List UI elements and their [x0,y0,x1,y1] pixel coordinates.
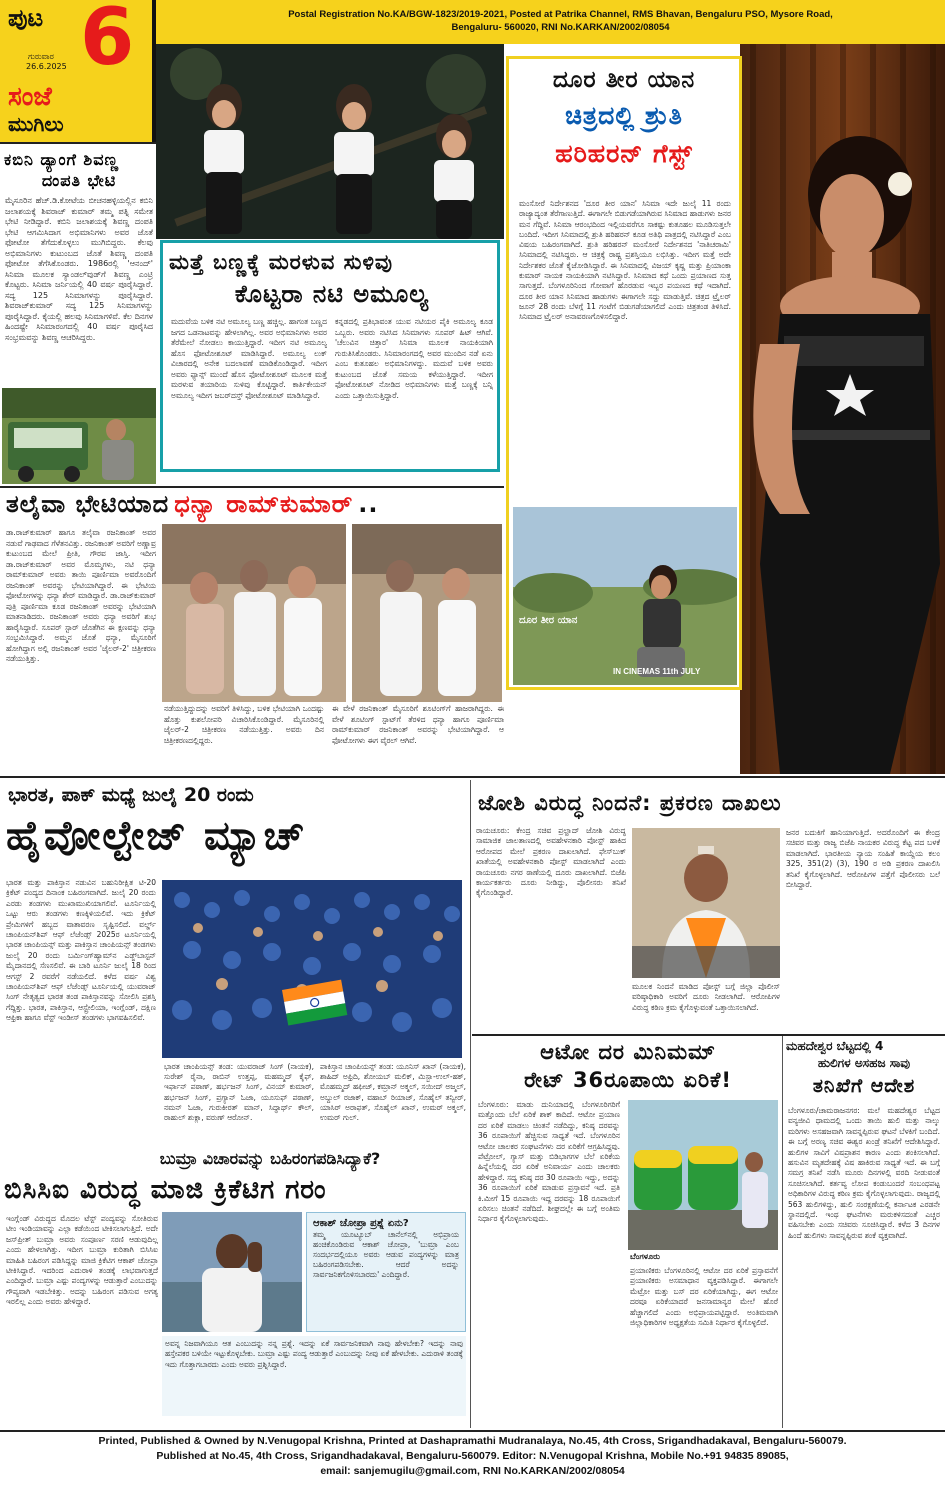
amulya-photo-strip [156,44,504,239]
lower-column-divider [470,780,471,1428]
amulya-col1: ಮದುವೆಯ ಬಳಿಕ ನಟಿ ಅಮೂಲ್ಯ ಬಣ್ಣ ಹಚ್ಚಿಲ್ಲ. ಹಾಗಂತ ಬಣ್ಣದ ಜಗದ ಒಡನಾಟವನ್ನು ಹೇಳಲಾಗಿಲ್ಲ. ಅವರ ಅಭಿಮಾನಿಗಳು ಅವರ ತೆರೆಮೇಲೆ ನೋಡಲು ಕಾಯುತ್ತಿದ್ದಾರೆ. ಇದೀಗ ನಟಿ ಅಮೂಲ್ಯ ಹೊಸ ಫೋಟೋಶೂಟ್ ಮಾಡಿಸಿದ್ದಾರೆ. ಅಮೂಲ್ಯ ಲುಕ್ ವಿಚಾರದಲ್ಲಿ ಅನೇಕ ಬದಲಾವಣೆ ಮಾಡಿಕೊಂಡಿದ್ದಾರೆ. ಇದೀಗ ಅವರು ಫ್ಯಾನ್ಸ್ ಮುಂದೆ ಹೊಸ ಫೋಟೋಶೂಟ್ ಮೂಲಕ ಮತ್ತೆ ಮರಳುವ ತಯಾರಿಯ ಸುಳಿವು ಕೊಟ್ಟಿದ್ದಾರೆ. ಕಾರ್ತಿಕೇಯನ್ ಅಮೂಲ್ಯ ಇದೀಗ ಜಬರ್‌ದಸ್ತ್ ಫೋಟೋಶೂಟ್ ಮಾಡಿಸಿದ್ದಾರೆ. [171,317,327,400]
shruthi-box [506,56,742,690]
bcci-kicker: ಬುಮ್ರಾ ವಿಚಾರವನ್ನು ಬಹಿರಂಗಪಡಿಸಿದ್ಯಾಕೆ? [159,1149,381,1168]
amulya-box [160,240,500,472]
bumrah-photo-illustration [162,1212,302,1332]
registration-line2: Bengaluru- 560020, RNI No.KARKAN/2002/08054 [451,22,670,33]
kabini-headline-line2: ದಂಪತಿ ಭೇಟಿ [41,171,117,190]
chopra-quote-title: ಆಕಾಶ್ ಚೋಪ್ರಾ ಪ್ರಶ್ನೆ ಏನು? [313,1218,409,1229]
auto-headline-line1: ಆಟೋ ದರ ಮಿನಿಮಮ್ [540,1040,716,1064]
auto-photo [628,1100,778,1250]
shruthi-headline-line3: ಹರಿಹರನ್ ಗೆಸ್ಟ್ [555,139,693,168]
paper-name-line1: ಸಂಜೆ [8,82,52,112]
cricket-col1: ಭಾರತ ಮತ್ತು ಪಾಕಿಸ್ತಾನ ನಡುವಿನ ಬಹುನಿರೀಕ್ಷಿತ ಟಿ-20 ಕ್ರಿಕೆಟ್ ಪಂದ್ಯದ ದಿನಾಂಕ ಬಹಿರಂಗವಾಗಿದೆ. ಜುಲೈ 20 ರಂದು ಎರಡು ತಂಡಗಳು ಮುಖಾಮುಖಿಯಾಗಲಿವೆ. ಟೂರ್ನಿಯಲ್ಲಿ ಒಟ್ಟು ಆರು ತಂಡಗಳು ಕಣಕ್ಕಿಳಿಯಲಿವೆ. ಇದು ಕ್ರಿಕೆಟ್ ಪ್ರೇಮಿಗಳಿಗೆ ಹಬ್ಬದ ವಾತಾವರಣ ಸೃಷ್ಟಿಸಲಿದೆ. ವರ್ಲ್ಡ್ ಚಾಂಪಿಯನ್‌ಶಿಪ್ ಆಫ್ ಲೆಜೆಂಡ್ಸ್ 2025ರ ಟೂರ್ನಿಯಲ್ಲಿ ಭಾರತ ಚಾಂಪಿಯನ್ಸ್ ಮತ್ತು ಪಾಕಿಸ್ತಾನ ಚಾಂಪಿಯನ್ಸ್ ತಂಡಗಳು ಜುಲೈ 20 ರಂದು ಬರ್ಮಿಂಗ್‌ಹ್ಯಾಮ್‌ನ ಎಡ್ಜ್‌ಬಾಸ್ಟನ್ ಮೈದಾನದಲ್ಲಿ ಸೆಣಸಲಿವೆ. ಈ ಬಾರಿ ಟೂರ್ನಿ ಜುಲೈ 18 ರಿಂದ ಆಗಸ್ಟ್ 2 ರವರೆಗೆ ನಡೆಯಲಿದೆ. ಕಳೆದ ವರ್ಷ ವಿಶ್ವ ಚಾಂಪಿಯನ್‌ಶಿಪ್ ಆಫ್ ಲೆಜೆಂಡ್ಸ್ ಟೂರ್ನಿಯಲ್ಲಿ ಯುವರಾಜ್ ಸಿಂಗ್ ನೇತೃತ್ವದ ಭಾರತ ತಂಡ ಪಾಕಿಸ್ತಾನವನ್ನು ಸೋಲಿಸಿ ಪ್ರಶಸ್ತಿ ಗೆದ್ದಿತ್ತು. ಭಾರತ, ಪಾಕಿಸ್ತಾನ, ಆಸ್ಟ್ರೇಲಿಯಾ, ಇಂಗ್ಲೆಂಡ್, ದಕ್ಷಿಣ ಆಫ್ರಿಕಾ ಹಾಗೂ ವೆಸ್ಟ್ ಇಂಡೀಸ್ ತಂಡಗಳು ಭಾಗವಹಿಸಲಿವೆ. [6,878,156,1023]
auto-photo-illustration [628,1100,778,1250]
chopra-quote-body: ತಮ್ಮ ಯೂಟ್ಯೂಬ್ ಚಾನೆಲ್‌ನಲ್ಲಿ ಅಭಿಪ್ರಾಯ ಹಂಚಿಕೊಂಡಿರುವ ಆಕಾಶ್ ಚೋಪ್ರಾ, 'ಬುಮ್ರಾ ಎಂಬ ಸಂದರ್ಭದಲ್ಲಿಯೂ ಅವರು ಆಡುವ ಪಂದ್ಯಗಳನ್ನು ಮಾತ್ರ ಬಹಿರಂಗಪಡಿಸಬೇಕು. ಆದರೆ ಅದನ್ನು ಸಾರ್ವಜನಿಕಗೊಳಿಸಬಾರದು' ಎಂದಿದ್ದಾರೆ. [313,1230,459,1279]
shruthi-headline-line1: ದೂರ ತೀರ ಯಾನ [552,67,696,93]
dhanya-photo-2 [352,524,502,702]
dhanya-headline [6,488,506,520]
bcci-body: ಇಂಗ್ಲೆಂಡ್ ವಿರುದ್ಧದ ಮೊದಲ ಟೆಸ್ಟ್ ಪಂದ್ಯವನ್ನು ಸೋತಿರುವ ಟೀಂ ಇಂಡಿಯಾವನ್ನು ಎಲ್ಲಾ ಕಡೆಯಿಂದ ಟೀಕಿಸಲಾಗುತ್ತಿದೆ. ಅದೇ ಜಸ್‌ಪ್ರೀತ್ ಬುಮ್ರಾ ಅವರು ಸಂಪೂರ್ಣ ಸರಣಿ ಆಡುವುದಿಲ್ಲ ಎಂದು ಹೇಳಲಾಗಿತ್ತು. ಇದೀಗ ಬುಮ್ರಾ ಕುರಿತಾಗಿ ಬಿಸಿಸಿಐ ಮಾಹಿತಿ ಬಹಿರಂಗ ಪಡಿಸಿದ್ದನ್ನು ಮಾಜಿ ಕ್ರಿಕೆಟಿಗ ಆಕಾಶ್ ಚೋಪ್ರಾ ಟೀಕಿಸಿದ್ದಾರೆ. ಇದರಿಂದ ಎದುರಾಳಿ ತಂಡಕ್ಕೆ ಲಾಭವಾಗುತ್ತದೆ ಎಂದಿದ್ದಾರೆ. ಬುಮ್ರಾ ಎಷ್ಟು ಪಂದ್ಯಗಳನ್ನು ಆಡುತ್ತಾರೆ ಎಂಬುದನ್ನು ಗೌಪ್ಯವಾಗಿ ಇಡಬೇಕಿತ್ತು. ಅದನ್ನು ಬಹಿರಂಗ ಪಡಿಸುವ ಅಗತ್ಯ ಇರಲಿಲ್ಲ ಎಂದು ಅವರು ಹೇಳಿದ್ದಾರೆ. [6,1214,158,1307]
dhanya-col2: ನಡೆಯುತ್ತಿದ್ದುದನ್ನು ಅವರಿಗೆ ತಿಳಿಸಿದ್ದು, ಬಳಿಕ ಭೇಟಿಯಾಗಿ ಒಂದಷ್ಟು ಹೊತ್ತು ಕುಶಲೋಪರಿ ವಿಚಾರಿಸಿಕೊಂಡಿದ್ದಾರೆ. ಮೈಸೂರಿನಲ್ಲಿ ಜೈಲರ್-2 ಚಿತ್ರೀಕರಣ ನಡೆಯುತ್ತಿತ್ತು. ಅವರು ದಿನ ಚಿತ್ರೀಕರಣದಲ್ಲಿದ್ದರು. [164,704,324,745]
joshi-col1: ರಾಯಚೂರು: ಕೇಂದ್ರ ಸಚಿವ ಪ್ರಲ್ಹಾದ್ ಜೋಶಿ ವಿರುದ್ಧ ಸಾಮಾಜಿಕ ಜಾಲತಾಣದಲ್ಲಿ ಅವಹೇಳನಕಾರಿ ಪೋಸ್ಟ್ ಹಾಕಿದ ಆರೋಪದ ಮೇಲೆ ಪ್ರಕರಣ ದಾಖಲಾಗಿದೆ. ಫೇಸ್‌ಬುಕ್ ಖಾತೆಯಲ್ಲಿ ಅವಹೇಳನಕಾರಿ ಪೋಸ್ಟ್ ಮಾಡಲಾಗಿದೆ ಎಂದು ರಾಯಚೂರು ನಗರ ಠಾಣೆಯಲ್ಲಿ ದೂರು ದಾಖಲಾಗಿದೆ. ಬಿಜೆಪಿ ಕಾರ್ಯಕರ್ತರು ದೂರು ನೀಡಿದ್ದು, ಪೊಲೀಸರು ತನಿಖೆ ಕೈಗೊಂಡಿದ್ದಾರೆ. [476,826,626,898]
auto-col2: ಪ್ರಯಾಣಿಕರು ಬೆಂಗಳೂರಿನಲ್ಲಿ ಆಟೋ ದರ ಏರಿಕೆ ಪ್ರಸ್ತಾವನೆಗೆ ಪ್ರಯಾಣಿಕರು ಅಸಮಾಧಾನ ವ್ಯಕ್ತಪಡಿಸಿದ್ದಾರೆ. ಈಗಾಗಲೇ ಮೆಟ್ರೋ ಮತ್ತು ಬಸ್ ದರ ಏರಿಕೆಯಾಗಿದ್ದು, ಈಗ ಆಟೋ ದರವೂ ಏರಿಕೆಯಾದರೆ ಜನಸಾಮಾನ್ಯರ ಮೇಲೆ ಹೊರೆ ಹೆಚ್ಚಾಗಲಿದೆ ಎಂದು ಅಭಿಪ್ರಾಯಪಟ್ಟಿದ್ದಾರೆ. ಅಂತಿಮವಾಗಿ ಜಿಲ್ಲಾಧಿಕಾರಿಗಳ ಅಧ್ಯಕ್ಷತೆಯ ಸಮಿತಿ ನಿರ್ಧಾರ ಕೈಗೊಳ್ಳಲಿದೆ. [630,1266,778,1328]
dhanya-headline-suffix: .. [358,490,379,518]
dhanya-col1: ಡಾ.ರಾಜ್‌ಕುಮಾರ್ ಹಾಗೂ ತಲೈವಾ ರಜನಿಕಾಂತ್ ಅವರ ನಡುವೆ ಗಾಢವಾದ ಗೆಳೆತನವಿತ್ತು. ರಜನಿಕಾಂತ್ ಅವರಿಗೆ ಅಣ್ಣಾವ್ರ ಕುಟುಂಬದ ಮೇಲೆ ಪ್ರೀತಿ, ಗೌರವ ಜಾಸ್ತಿ. ಇದೀಗ ಡಾ.ರಾಜ್‌ಕುಮಾರ್ ಅವರ ಮೊಮ್ಮಗಳು, ನಟಿ ಧನ್ಯಾ ರಾಮ್‌ಕುಮಾರ್ ಅವರು ತಾಯಿ ಪೂರ್ಣಿಮಾ ಅವರೊಂದಿಗೆ ರಜನಿಕಾಂತ್ ಅವರನ್ನು ಭೇಟಿಯಾಗಿದ್ದಾರೆ. ಈ ಭೇಟಿಯ ಫೋಟೋಗಳನ್ನು ಧನ್ಯಾ ಶೇರ್ ಮಾಡಿದ್ದಾರೆ. ಡಾ.ರಾಜ್‌ಕುಮಾರ್ ಪುತ್ರಿ ಪೂರ್ಣಿಮಾ ಕೂಡ ರಜನಿಕಾಂತ್ ಅವರನ್ನು ಭೇಟಿಯಾಗಿ ಮಾತನಾಡಿದರು. ರಜನಿಕಾಂತ್ ಅವರು ಧನ್ಯಾ ಅವರಿಗೆ ಶುಭ ಹಾರೈಸಿದ್ದಾರೆ. ಸೂಪರ್ ಸ್ಟಾರ್ ಜೊತೆಗಿನ ಈ ಕ್ಷಣವನ್ನು ಧನ್ಯಾ ಸಂಭ್ರಮಿಸಿದ್ದಾರೆ. ಅಮ್ಮನ ಜೊತೆ ಧನ್ಯಾ, ಮೈಸೂರಿಗೆ ಹೋಗಿದ್ದಾಗ ಅಲ್ಲಿ ರಜನಿಕಾಂತ್ ಅವರ 'ಜೈಲರ್-2' ಚಿತ್ರೀಕರಣ ನಡೆಯುತ್ತಿತ್ತು. [6,528,156,663]
cricket-crowd-photo [162,880,462,1058]
shruthi-body: ಮಂಸೋರೆ ನಿರ್ದೇಶನದ 'ದೂರ ತೀರ ಯಾನ' ಸಿನಿಮಾ ಇದೇ ಜುಲೈ 11 ರಂದು ರಾಜ್ಯಾದ್ಯಂತ ತೆರೆಗಾಣುತ್ತಿದೆ. ಈಗಾಗಲೇ ಬಿಡುಗಡೆಯಾಗಿರುವ ಸಿನಿಮಾದ ಹಾಡುಗಳು ಜನರ ಮನ ಗೆದ್ದಿವೆ. ಸಿನಿಮಾ ಆರಂಭದಿಂದ ಇಲ್ಲಿಯವರೆಗೂ ಸಾಕಷ್ಟು ಕುತೂಹಲ ಮೂಡಿಸುತ್ತಲೇ ಬಂದಿದೆ. ಇದೀಗ ಸಿನಿಮಾದಲ್ಲಿ ಶ್ರುತಿ ಹರಿಹರನ್ ಕೂಡ ಅತಿಥಿ ಪಾತ್ರದಲ್ಲಿ ನಟಿಸಿದ್ದಾರೆ ಎಂಬ ವಿಷಯ ಬಹಿರಂಗವಾಗಿದೆ. ಶ್ರುತಿ ಹರಿಹರನ್ ಮಂಸೋರೆ ನಿರ್ದೇಶನದ 'ನಾತಿಚರಾಮಿ' ಸಿನಿಮಾದಲ್ಲಿ ನಟಿಸಿದ್ದರು. ಆ ಚಿತ್ರಕ್ಕೆ ರಾಷ್ಟ್ರ ಪ್ರಶಸ್ತಿಯೂ ಲಭಿಸಿತ್ತು. ಇದೀಗ ಮತ್ತೆ ಅದೇ ನಿರ್ದೇಶಕರ ಜೊತೆ ಕೈಜೋಡಿಸಿದ್ದಾರೆ. ಈ ಸಿನಿಮಾದಲ್ಲಿ ವಿಜಯ್ ಕೃಷ್ಣ ಮತ್ತು ಪ್ರಿಯಾಂಕಾ ಕುಮಾರ್ ನಾಯಕ ನಾಯಕಿಯಾಗಿ ನಟಿಸಿದ್ದಾರೆ. ಸಿನಿಮಾದ ಕಥೆ ಒಂದು ಪ್ರಯಾಣದ ಸುತ್ತ ಸಾಗುತ್ತದೆ. ಬೆಂಗಳೂರಿನಿಂದ ಗೋವಾಗೆ ಹೊರಡುವ ಇಬ್ಬರ ಪಯಣದ ಕಥೆ ಇದಾಗಿದೆ. ದೂರ ತೀರ ಯಾನ ಸಿನಿಮಾದ ಹಾಡುಗಳು ಈಗಾಗಲೇ ಸದ್ದು ಮಾಡುತ್ತಿವೆ. ಚಿತ್ರದ ಟ್ರೈಲರ್ ಜೂನ್ 28 ರಂದು ಬೆಳಗ್ಗೆ 11 ಗಂಟೆಗೆ ಬಿಡುಗಡೆಯಾಗಲಿದೆ ಎಂದು ಚಿತ್ರತಂಡ ತಿಳಿಸಿದೆ. ಸಿನಿಮಾದ ಟ್ರೈಲರ್ ಅನಾವರಣಗೊಳಿಸಲಿದ್ದಾರೆ. [519,199,731,322]
middle-divider [0,776,945,778]
dhanya-col3: ಈ ವೇಳೆ ರಜನಿಕಾಂತ್ ಮೈಸೂರಿಗೆ ಶೂಟಿಂಗ್‌ಗೆ ಹಾಜರಾಗಿದ್ದರು. ಈ ವೇಳೆ ಶೂಟಿಂಗ್ ಸ್ಪಾಟ್‌ಗೆ ತೆರಳಿದ ಧನ್ಯಾ ಹಾಗೂ ಪೂರ್ಣಿಮಾ ರಾಮ್‌ಕುಮಾರ್ ರಜನಿಕಾಂತ್ ಅವರನ್ನು ಭೇಟಿಯಾಗಿದ್ದಾರೆ. ಆ ಫೋಟೋಗಳು ಈಗ ವೈರಲ್ ಆಗಿವೆ. [332,704,504,745]
dhanya-photo-1 [162,524,346,702]
paper-name-line2: ಮುಗಿಲು [8,112,64,136]
dhanya-photo-2-illustration [352,524,502,702]
kabini-top-rule [0,142,156,144]
bcci-caption: ಅವನ್ನ ನಿಜವಾಗಿಯೂ ಆತ ಎಂಬುದನ್ನು ನನ್ನ ಪ್ರಶ್ನೆ. ಇದನ್ನು ಏಕೆ ಸಾರ್ವಜನಿಕವಾಗಿ ನಾವು ಹೇಳಬೇಕು? ಇದನ್ನು ನಾವು ಹಸ್ತೇಪಕರ ಬಳಿಯೇ ಇಟ್ಟುಕೊಳ್ಳಬೇಕು. ಬುಮ್ರಾ ಎಷ್ಟು ಪಂದ್ಯ ಆಡುತ್ತಾರೆ ಎಂಬುದನ್ನು ನೀವು ಏಕೆ ಹೇಳಬೇಕು. ಎದುರಾಳಿ ತಂಡಕ್ಕೆ ಇದು ಗೊತ್ತಾಗಬಾರದು ಎಂದು ಅವರು ಪ್ರಶ್ನಿಸಿದ್ದಾರೆ. [162,1336,466,1416]
auto-col1: ಬೆಂಗಳೂರು: ಮಾಡು ದುನಿಯಾದಲ್ಲಿ ಬೆಂಗಳೂರಿಗರಿಗೆ ಮತ್ತೊಂದು ಬೆಲೆ ಏರಿಕೆ ಶಾಕ್ ಕಾದಿದೆ. ಆಟೋ ಪ್ರಯಾಣ ದರ ಏರಿಕೆ ಮಾಡಲು ಚಿಂತನೆ ನಡೆದಿದ್ದು, ಕನಿಷ್ಠ ದರವನ್ನು 36 ರೂಪಾಯಿಗೆ ಹೆಚ್ಚಿಸುವ ಸಾಧ್ಯತೆ ಇದೆ. ಬೆಂಗಳೂರಿನ ಆಟೋ ಚಾಲಕರ ಸಂಘಟನೆಗಳು ದರ ಏರಿಕೆಗೆ ಆಗ್ರಹಿಸಿದ್ದವು. ಪೆಟ್ರೋಲ್, ಗ್ಯಾಸ್ ಮತ್ತು ಬಿಡಿಭಾಗಗಳ ಬೆಲೆ ಏರಿಕೆಯ ಹಿನ್ನೆಲೆಯಲ್ಲಿ ದರ ಏರಿಕೆ ಅನಿವಾರ್ಯ ಎಂದು ಚಾಲಕರು ಹೇಳಿದ್ದಾರೆ. ಸದ್ಯ ಕನಿಷ್ಠ ದರ 30 ರೂಪಾಯಿ ಇದ್ದು, ಅದನ್ನು 36 ರೂಪಾಯಿಗೆ ಏರಿಕೆ ಮಾಡುವ ಪ್ರಸ್ತಾವನೆ ಇದೆ. ಪ್ರತಿ ಕಿ.ಮೀಗೆ 15 ರೂಪಾಯಿ ಇದ್ದ ದರವನ್ನು 18 ರೂಪಾಯಿಗೆ ಏರಿಸಲು ಚಿಂತನೆ ನಡೆದಿದೆ. ಶೀಘ್ರದಲ್ಲೇ ಈ ಬಗ್ಗೆ ಅಂತಿಮ ನಿರ್ಧಾರ ಕೈಗೊಳ್ಳಲಾಗುವುದು. [478,1100,620,1224]
kabini-photo [2,388,156,484]
footer-rule [0,1430,945,1432]
cricket-crowd-illustration [162,880,462,1058]
amulya-photo-illustration [156,44,504,239]
dhanya-photo-1-illustration [162,524,346,702]
amulya-headline-line2: ಕೊಟ್ಟರಾ ನಟಿ ಅಮೂಲ್ಯ [234,280,430,308]
amulya-col2: ಕನ್ನಡದಲ್ಲಿ ಪ್ರತಿಭಾವಂತ ಯುವ ನಟಿಯರ ಪೈಕಿ ಅಮೂಲ್ಯ ಕೂಡ ಒಬ್ಬರು. ಅವರು ನಟಿಸಿದ ಸಿನಿಮಾಗಳು ಸೂಪರ್ ಹಿಟ್ ಆಗಿವೆ. 'ಚೆಲುವಿನ ಚಿತ್ತಾರ' ಸಿನಿಮಾ ಮೂಲಕ ನಾಯಕಿಯಾಗಿ ಗುರುತಿಸಿಕೊಂಡರು. ಸಿನಿಮಾರಂಗದಲ್ಲಿ ಅವರ ಮುಂದಿನ ನಡೆ ಏನು ಎಂಬ ಕುತೂಹಲ ಅಭಿಮಾನಿಗಳದ್ದು. ಮದುವೆ ಬಳಿಕ ಅವರು ಕುಟುಂಬದ ಜೊತೆ ಸಮಯ ಕಳೆಯುತ್ತಿದ್ದಾರೆ. ಇದೀಗ ಫೋಟೋಶೂಟ್ ನೋಡಿದ ಅಭಿಮಾನಿಗಳು ಮತ್ತೆ ಬಣ್ಣಕ್ಕೆ ಬನ್ನಿ ಎಂದು ಒತ್ತಾಯಿಸುತ್ತಿದ್ದಾರೆ. [335,317,493,400]
poster-release-caption: IN CINEMAS 11th JULY [613,667,701,676]
cricket-headline: ಹೈವೋಲ್ಟೇಜ್ ಮ್ಯಾಚ್ [6,813,306,859]
tigers-headline-line3: ತನಿಖೆಗೆ ಆದೇಶ [812,1075,916,1097]
footer-line3: email: sanjemugilu@gmail.com, RNI No.KARKAN/2002/08054 [320,1465,625,1477]
bumrah-photo [162,1212,302,1332]
kabini-photo-illustration [2,388,156,484]
footer [0,1434,945,1490]
cricket-kicker: ಭಾರತ, ಪಾಕ್ ಮಧ್ಯೆ ಜುಲೈ 20 ರಂದು [8,784,254,806]
amulya-headline-line1: ಮತ್ತೆ ಬಣ್ಣಕ್ಕೆ ಮರಳುವ ಸುಳಿವು [169,250,394,274]
tigers-headline-line2: ಹುಲಿಗಳ ಅಸಹಜ ಸಾವು [817,1056,911,1070]
bcci-headline: ಬಿಸಿಸಿಐ ವಿರುದ್ಧ ಮಾಜಿ ಕ್ರಿಕೆಟಿಗ ಗರಂ [4,1175,327,1205]
dhanya-headline-name: ಧನ್ಯಾ ರಾಮ್‌ಕುಮಾರ್ [174,490,354,518]
footer-line2: Published at No.45, 4th Cross, Srigandhadakaval, Bengaluru-560079. Editor: N.Venugopal Krishna, Mobile No.+91 94835 89085, [156,1450,789,1462]
shruthi-headline-line2: ಚಿತ್ರದಲ್ಲಿ ಶ್ರುತಿ [565,101,683,130]
joshi-col3: ಜನರ ಬದುಕಿಗೆ ಹಾನಿಯಾಗುತ್ತಿದೆ. ಅದರೊಂದಿಗೆ ಈ ಕೇಂದ್ರ ಸಚಿವರ ಮತ್ತು ರಾಜ್ಯ ಬಿಜೆಪಿ ನಾಯಕರ ವಿರುದ್ಧ ಕೆಟ್ಟ ಪದ ಬಳಕೆ ಮಾಡಲಾಗಿದೆ. ಭಾರತೀಯ ನ್ಯಾಯ ಸಂಹಿತೆ ಕಾಯ್ದೆಯ ಕಲಂ 325, 351(2) (3), 190 ರ ಅಡಿ ಪ್ರಕರಣ ದಾಖಲಿಸಿ ತನಿಖೆ ಕೈಗೊಳ್ಳಲಾಗಿದೆ. ಆರೋಪಿಗಳ ಪತ್ತೆಗೆ ಪೊಲೀಸರು ಬಲೆ ಬೀಸಿದ್ದಾರೆ. [786,828,940,890]
tiger-column-divider [782,1036,783,1428]
page-label: ಪುಟ [8,4,44,32]
joshi-photo-illustration [632,828,780,978]
weekday: ಗುರುವಾರ [28,52,54,61]
registration-line1: Postal Registration No.KA/BGW-1823/2019-2021, Posted at Patrika Channel, RMS Bhavan, Bengaluru PSO, Mysore Road, [288,9,833,20]
tigers-headline-line1: ಮಹದೇಶ್ವರ ಬೆಟ್ಟದಲ್ಲಿ 4 [786,1039,884,1053]
auto-headline-line2: ರೇಟ್ 36ರೂಪಾಯಿ ಏರಿಕೆ! [524,1068,732,1092]
shruthi-photo [740,44,945,774]
auto-photo-caption: ಬೆಂಗಳೂರು [630,1252,660,1261]
kabini-body: ಮೈಸೂರಿನ ಹೆಚ್.ಡಿ.ಕೋಟೆಯ ಬೀಚನಹಳ್ಳಿಯಲ್ಲಿನ ಕಬಿನಿ ಜಲಾಶಯಕ್ಕೆ ಶಿವರಾಜ್ ಕುಮಾರ್ ತಮ್ಮ ಪತ್ನಿ ಸಮೇತ ಭೇಟಿ ನೀಡಿದ್ದಾರೆ. ಕಬಿನಿ ಜಲಾಶಯಕ್ಕೆ ಶಿವಣ್ಣ ದಂಪತಿ ಭೇಟಿ ಆಗಮಿಸಿದಾಗ ಅಭಿಮಾನಿಗಳು ಅವರ ಜೊತೆ ಫೋಟೋ ತೆಗೆದುಕೊಳ್ಳಲು ಮುಗಿಬಿದ್ದರು. ಕೆಲವು ಅಭಿಮಾನಿಗಳು ಕುಟುಂಬದ ಜೊತೆ ಶಿವಣ್ಣ ದಂಪತಿ ಫೋಟೋ ತೆಗೆಸಿಕೊಂಡರು. 1986ರಲ್ಲಿ 'ಆನಂದ್' ಸಿನಿಮಾ ಮೂಲಕ ಸ್ಯಾಂಡಲ್‌ವುಡ್‌ಗೆ ಶಿವಣ್ಣ ಎಂಟ್ರಿ ಕೊಟ್ಟರು. ಸಿನಿಮಾ ಜರ್ನಿಯಲ್ಲಿ 40 ವರ್ಷ ಪೂರೈಸಿದ್ದಾರೆ. ಸದ್ಯ 125 ಸಿನಿಮಾಗಳನ್ನು ಪೂರೈಸಿದ್ದಾರೆ. ಶಿವರಾಜ್‌ಕುಮಾರ್ ಸದ್ಯ 125 ಸಿನಿಮಾಗಳನ್ನು ಪೂರೈಸಿದ್ದಾರೆ. ಕೈಯಲ್ಲಿ ಹಲವು ಸಿನಿಮಾಗಳಿವೆ. ಕೆಲ ದಿನಗಳ ಹಿಂದಷ್ಟೇ ಸಿನಿಮಾರಂಗದಲ್ಲಿ 40 ವರ್ಷ ಪೂರೈಸಿದ ಸಂಭ್ರಮವನ್ನು ಶಿವಣ್ಣ ಆಚರಿಸಿದ್ದರು. [5,196,153,342]
joshi-bottom-rule [472,1034,945,1036]
cricket-col2: ಭಾರತ ಚಾಂಪಿಯನ್ಸ್ ತಂಡ: ಯುವರಾಜ್ ಸಿಂಗ್ (ನಾಯಕ), ಸುರೇಶ್ ರೈನಾ, ರಾಬಿನ್ ಉತ್ತಪ್ಪ, ಮಹಮ್ಮದ್ ಕೈಫ್, ಇರ್ಫಾನ್ ಪಠಾಣ್, ಹರ್ಭಜನ್ ಸಿಂಗ್, ವಿನಯ್ ಕುಮಾರ್, ಹರ್ಭಜನ್ ಸಿಂಗ್, ಪ್ರಗ್ಯಾನ್ ಓಜಾ, ಯೂಸುಫ್ ಪಠಾಣ್, ನಮನ್ ಓಜಾ, ಗುರುಕೀರತ್ ಮಾನ್, ಸಿದ್ಧಾರ್ಥ್ ಕೌಲ್, ರಾಹುಲ್ ಶುಕ್ಲಾ, ವರುಣ್ ಆರೋನ್. [164,1062,314,1123]
page-number: 6 [80,0,135,83]
chopra-quote-box [306,1212,466,1332]
shruthi-poster-illustration [513,507,737,685]
shruthi-photo-illustration [740,44,945,774]
tigers-body: ಬೆಂಗಳೂರು/ಚಾಮರಾಜನಗರ: ಮಲೆ ಮಹದೇಶ್ವರ ಬೆಟ್ಟದ ವನ್ಯಜೀವಿ ಧಾಮದಲ್ಲಿ ಒಂದು ತಾಯಿ ಹುಲಿ ಮತ್ತು ನಾಲ್ಕು ಮರಿಗಳು ಅಸಹಜವಾಗಿ ಸಾವನ್ನಪ್ಪಿರುವ ಘಟನೆ ಬೆಳಕಿಗೆ ಬಂದಿದೆ. ಈ ಬಗ್ಗೆ ಅರಣ್ಯ ಸಚಿವ ಈಶ್ವರ ಖಂಡ್ರೆ ತನಿಖೆಗೆ ಆದೇಶಿಸಿದ್ದಾರೆ. ಹುಲಿಗಳ ಸಾವಿಗೆ ವಿಷಪ್ರಾಶನ ಕಾರಣ ಎಂದು ಶಂಕಿಸಲಾಗಿದೆ. ಹಸುವಿನ ಮೃತದೇಹಕ್ಕೆ ವಿಷ ಹಾಕಿರುವ ಸಾಧ್ಯತೆ ಇದೆ. ಈ ಬಗ್ಗೆ ಸಮಗ್ರ ತನಿಖೆ ನಡೆಸಿ ಮೂರು ದಿನಗಳಲ್ಲಿ ವರದಿ ನೀಡುವಂತೆ ಸೂಚಿಸಲಾಗಿದೆ. ಕರ್ತವ್ಯ ಲೋಪ ಕಂಡುಬಂದರೆ ಸಂಬಂಧಪಟ್ಟ ಅಧಿಕಾರಿಗಳ ವಿರುದ್ಧ ಕಠಿಣ ಕ್ರಮ ಕೈಗೊಳ್ಳಲಾಗುವುದು. ರಾಜ್ಯದಲ್ಲಿ 563 ಹುಲಿಗಳಿದ್ದು, ಹುಲಿ ಸಂರಕ್ಷಣೆಯಲ್ಲಿ ಕರ್ನಾಟಕ ಎರಡನೇ ಸ್ಥಾನದಲ್ಲಿದೆ. ಇಂಥ ಘಟನೆಗಳು ಮರುಕಳಿಸದಂತೆ ಎಚ್ಚರ ವಹಿಸಬೇಕು ಎಂದು ಸಚಿವರು ಸೂಚಿಸಿದ್ದಾರೆ. ಕಳೆದ 3 ದಿನಗಳ ಹಿಂದೆ ಹುಲಿಗಳು ಸಾವನ್ನಪ್ಪಿರುವ ಶಂಕೆ ವ್ಯಕ್ತವಾಗಿದೆ. [788,1106,940,1240]
kabini-headline [4,150,154,192]
joshi-col2: ಮೂಲಕ ನಿಂದನೆ ಮಾಡಿದ ಪೋಸ್ಟ್ ಬಗ್ಗೆ ಜಿಲ್ಲಾ ಪೊಲೀಸ್ ವರಿಷ್ಠಾಧಿಕಾರಿ ಅವರಿಗೆ ದೂರು ನೀಡಲಾಗಿದೆ. ಆರೋಪಿಗಳ ವಿರುದ್ಧ ಕಠಿಣ ಕ್ರಮ ಕೈಗೊಳ್ಳುವಂತೆ ಒತ್ತಾಯಿಸಲಾಗಿದೆ. [632,982,780,1012]
cricket-col3: ಪಾಕಿಸ್ತಾನ ಚಾಂಪಿಯನ್ಸ್ ತಂಡ: ಯೂನಿಸ್ ಖಾನ್ (ನಾಯಕ), ಶಾಹಿದ್ ಅಫ್ರಿದಿ, ಶೋಯಬ್ ಮಲಿಕ್, ಮಿಸ್ಬಾ-ಉಲ್-ಹಕ್, ಮೊಹಮ್ಮದ್ ಹಫೀಜ್, ಕಮ್ರಾನ್ ಅಕ್ಮಲ್, ಸಯೀದ್ ಅಜ್ಮಲ್, ಅಬ್ದುಲ್ ರಜಾಕ್, ವಹಾಬ್ ರಿಯಾಜ್, ಸೊಹೈಲ್ ತನ್ವೀರ್, ಯಾಸಿರ್ ಅರಾಫತ್, ಸೊಹೈಲ್ ಖಾನ್, ಉಮರ್ ಅಕ್ಮಲ್, ಉಮರ್ ಗುಲ್. [320,1062,466,1123]
poster-title: ದೂರ ತೀರ ಯಾನ [519,615,578,626]
registration-banner [156,0,945,44]
auto-headline [476,1038,780,1094]
dhanya-headline-prefix: ತಲೈವಾ ಭೇಟಿಯಾದ [6,490,170,518]
masthead-box [0,0,156,142]
kabini-headline-line1: ಕಬಿನಿ ಡ್ಯಾಂಗೆ ಶಿವಣ್ಣ [4,150,120,169]
shruthi-poster [513,507,737,685]
issue-date: 26.6.2025 [26,62,67,71]
footer-line1: Printed, Published & Owned by N.Venugopal Krishna, Printed at Dashapramathi Mudranalaya, No.45, 4th Cross, Srigandhadakaval, Bengaluru-560079. [98,1435,847,1447]
tigers-headline [786,1038,942,1100]
joshi-headline: ಜೋಶಿ ವಿರುದ್ಧ ನಿಂದನೆ: ಪ್ರಕರಣ ದಾಖಲು [478,791,782,815]
joshi-photo [632,828,780,978]
